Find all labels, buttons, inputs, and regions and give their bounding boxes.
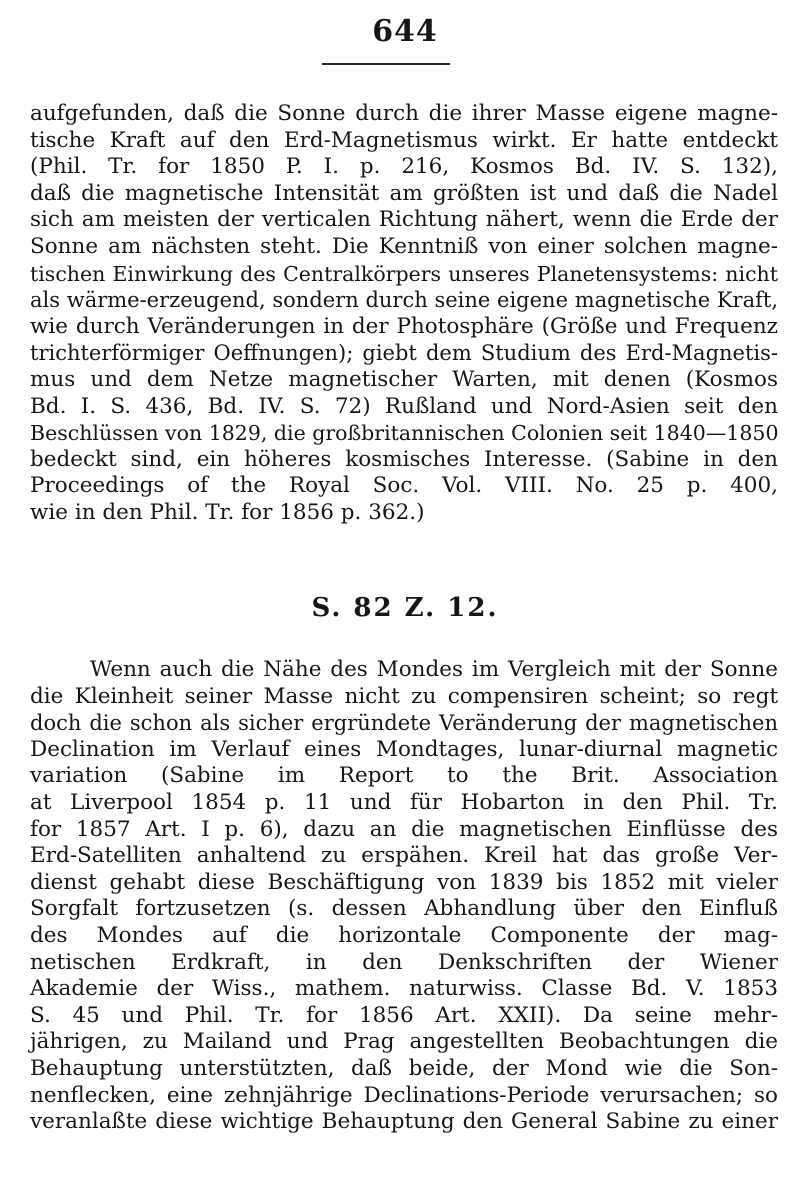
text-line: nenflecken, eine zehnjährige Declinations-Periode verursachen; so: [30, 1082, 778, 1108]
header-rule: [322, 63, 450, 65]
text-line: wie durch Veränderungen in der Photosphäre (Größe und Frequenz: [30, 313, 778, 339]
text-line: mus und dem Netze magnetischer Warten, mit denen (Kosmos: [30, 366, 778, 392]
text-line: wie in den Phil. Tr. for 1856 p. 362.): [30, 499, 425, 525]
text-line: tische Kraft auf den Erd-Magnetismus wirkt. Er hatte entdeckt: [30, 127, 778, 153]
text-line: Erd-Satelliten anhaltend zu erspähen. Kreil hat das große Ver-: [30, 843, 778, 869]
text-line: aufgefunden, daß die Sonne durch die ihrer Masse eigene magne-: [30, 101, 778, 126]
text-line: veranlaßte diese wichtige Behauptung den General Sabine zu einer: [30, 1109, 778, 1135]
paragraph-1: [30, 101, 778, 527]
text-line: sich am meisten der verticalen Richtung nähert, wenn die Erde der: [30, 207, 778, 233]
text-line: S. 45 und Phil. Tr. for 1856 Art. XXII). Da seine mehr-: [30, 1002, 778, 1028]
section-heading: S. 82 Z. 12.: [311, 593, 499, 623]
text-line: Proceedings of the Royal Soc. Vol. VIII. No. 25 p. 400,: [30, 473, 778, 499]
text-line: Akademie der Wiss., mathem. naturwiss. Classe Bd. V. 1853: [30, 976, 778, 1002]
page-number: 644: [372, 14, 438, 49]
text-line: doch die schon als sicher ergründete Veränderung der magnetischen: [30, 711, 778, 736]
text-line: Wenn auch die Nähe des Mondes im Vergleich mit der Sonne: [90, 657, 778, 682]
text-line: als wärme-erzeugend, sondern durch seine eigene magnetische Kraft,: [30, 288, 778, 313]
text-line: des Mondes auf die horizontale Componente der mag-: [30, 922, 778, 948]
text-line: Sorgfalt fortzusetzen (s. dessen Abhandlung über den Einfluß: [30, 896, 778, 922]
text-line: Beschlüssen von 1829, die großbritannischen Colonien seit 1840—1850: [30, 421, 779, 446]
text-line: Bd. I. S. 436, Bd. IV. S. 72) Rußland und Nord-Asien seit den: [30, 393, 778, 419]
text-line: Sonne am nächsten steht. Die Kenntniß von einer solchen magne-: [30, 233, 778, 259]
text-line: variation (Sabine im Report to the Brit. Association: [30, 763, 778, 789]
text-line: for 1857 Art. I p. 6), dazu an die magnetischen Einflüsse des: [30, 816, 778, 842]
paragraph-2: [30, 657, 778, 1136]
text-line: (Phil. Tr. for 1850 P. I. p. 216, Kosmos Bd. IV. S. 132),: [30, 154, 778, 180]
text-line: daß die magnetische Intensität am größten ist und daß die Nadel: [30, 180, 778, 206]
text-line: dienst gehabt diese Beschäftigung von 1839 bis 1852 mit vieler: [30, 869, 778, 895]
text-line: tischen Einwirkung des Centralkörpers unseres Planetensystems: nicht: [30, 261, 778, 286]
text-line: at Liverpool 1854 p. 11 und für Hobarton in den Phil. Tr.: [30, 789, 778, 815]
text-line: trichterförmiger Oeffnungen); giebt dem Studium des Erd-Magnetis-: [30, 341, 778, 366]
text-line: netischen Erdkraft, in den Denkschriften der Wiener: [30, 949, 778, 975]
text-line: Declination im Verlauf eines Mondtages, lunar-diurnal magnetic: [30, 736, 778, 762]
text-line: Behauptung unterstützten, daß beide, der Mond wie die Son-: [30, 1055, 778, 1081]
text-line: bedeckt sind, ein höheres kosmisches Interesse. (Sabine in den: [30, 446, 778, 472]
text-line: die Kleinheit seiner Masse nicht zu compensiren scheint; so regt: [30, 683, 778, 709]
text-line: jährigen, zu Mailand und Prag angestellten Beobachtungen die: [30, 1029, 778, 1055]
